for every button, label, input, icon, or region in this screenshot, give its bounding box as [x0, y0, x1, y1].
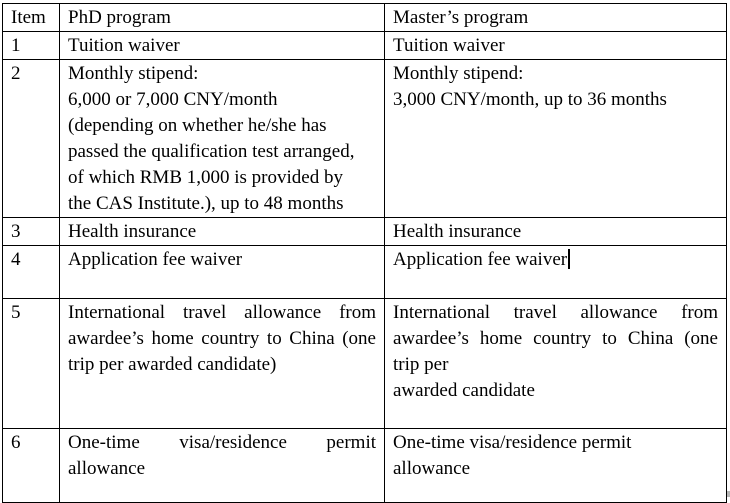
cell-item-3[interactable] [3, 218, 60, 246]
cell-text-line: Health insurance [393, 221, 522, 242]
cell-text: Application fee waiver [393, 249, 568, 270]
program-benefits-table [2, 3, 727, 503]
cell-masters-6[interactable] [385, 429, 727, 503]
cell-item-2[interactable] [3, 60, 60, 218]
cell-text-line: One-time visa/residence permit [393, 432, 632, 453]
table-row-4 [3, 246, 727, 299]
cell-text-line: allowance [393, 458, 471, 479]
cell-text-line: trip per awarded candidate) [68, 354, 277, 375]
table-row-2 [3, 60, 727, 218]
cell-text-line: Application fee waiver [68, 249, 243, 270]
cell-text-line: Tuition waiver [393, 35, 505, 56]
cell-item-4[interactable] [3, 246, 60, 299]
cell-text-line: trip per [393, 354, 449, 375]
cell-phd-3[interactable] [60, 218, 385, 246]
cell-text-line: the CAS Institute.), up to 48 months [68, 193, 344, 214]
cell-text-line: 6,000 or 7,000 CNY/month [68, 89, 278, 110]
table-header-row [3, 4, 727, 32]
cell-text-line: allowance [68, 458, 146, 479]
table-row-5 [3, 299, 727, 429]
cell-text-line: Monthly stipend: [68, 63, 199, 84]
cell-item-1[interactable] [3, 32, 60, 60]
cell-phd-6[interactable] [60, 429, 385, 503]
header-cell-masters[interactable] [385, 4, 727, 32]
cell-text-line: 3,000 CNY/month, up to 36 months [393, 89, 667, 110]
cell-item-6[interactable] [3, 429, 60, 503]
cell-text-line: One-time visa/residence permit [68, 432, 376, 453]
cell-text-line: Monthly stipend: [393, 63, 524, 84]
table-row-6 [3, 429, 727, 503]
text-cursor [568, 249, 570, 269]
cell-text-line: International travel allowance from [68, 302, 376, 323]
cell-text-line: (depending on whether he/she has [68, 115, 327, 136]
cell-text-line: Health insurance [68, 221, 197, 242]
cell-text-line: 2 [11, 63, 21, 84]
cell-text-line: 1 [11, 35, 21, 56]
header-text: Item [11, 7, 46, 28]
cell-text-line: 4 [11, 249, 21, 270]
cell-text-line: 5 [11, 302, 21, 323]
cell-text-line: 3 [11, 221, 21, 242]
cell-phd-1[interactable] [60, 32, 385, 60]
cell-phd-4[interactable] [60, 246, 385, 299]
table-row-3 [3, 218, 727, 246]
header-cell-phd[interactable] [60, 4, 385, 32]
header-text: PhD program [68, 7, 171, 28]
cell-masters-4[interactable] [385, 246, 727, 299]
cell-item-5[interactable] [3, 299, 60, 429]
cell-masters-3[interactable] [385, 218, 727, 246]
cell-phd-5[interactable] [60, 299, 385, 429]
cell-text-line: awardee’s home country to China (one [68, 328, 376, 349]
cell-masters-5[interactable] [385, 299, 727, 429]
cell-text-line: International travel allowance from [393, 302, 718, 323]
cell-phd-2[interactable] [60, 60, 385, 218]
cell-text-line: awardee’s home country to China (one [393, 328, 718, 349]
table-row-1 [3, 32, 727, 60]
header-text: Master’s program [393, 7, 529, 28]
header-cell-item[interactable] [3, 4, 60, 32]
cell-text-line: 6 [11, 432, 21, 453]
cell-text-line: awarded candidate [393, 380, 535, 401]
cell-masters-1[interactable] [385, 32, 727, 60]
cell-text-line: passed the qualification test arranged, [68, 141, 355, 162]
cell-masters-2[interactable] [385, 60, 727, 218]
cell-text-line [393, 247, 718, 273]
cell-text-line: of which RMB 1,000 is provided by [68, 167, 343, 188]
cell-text-line: Tuition waiver [68, 35, 180, 56]
